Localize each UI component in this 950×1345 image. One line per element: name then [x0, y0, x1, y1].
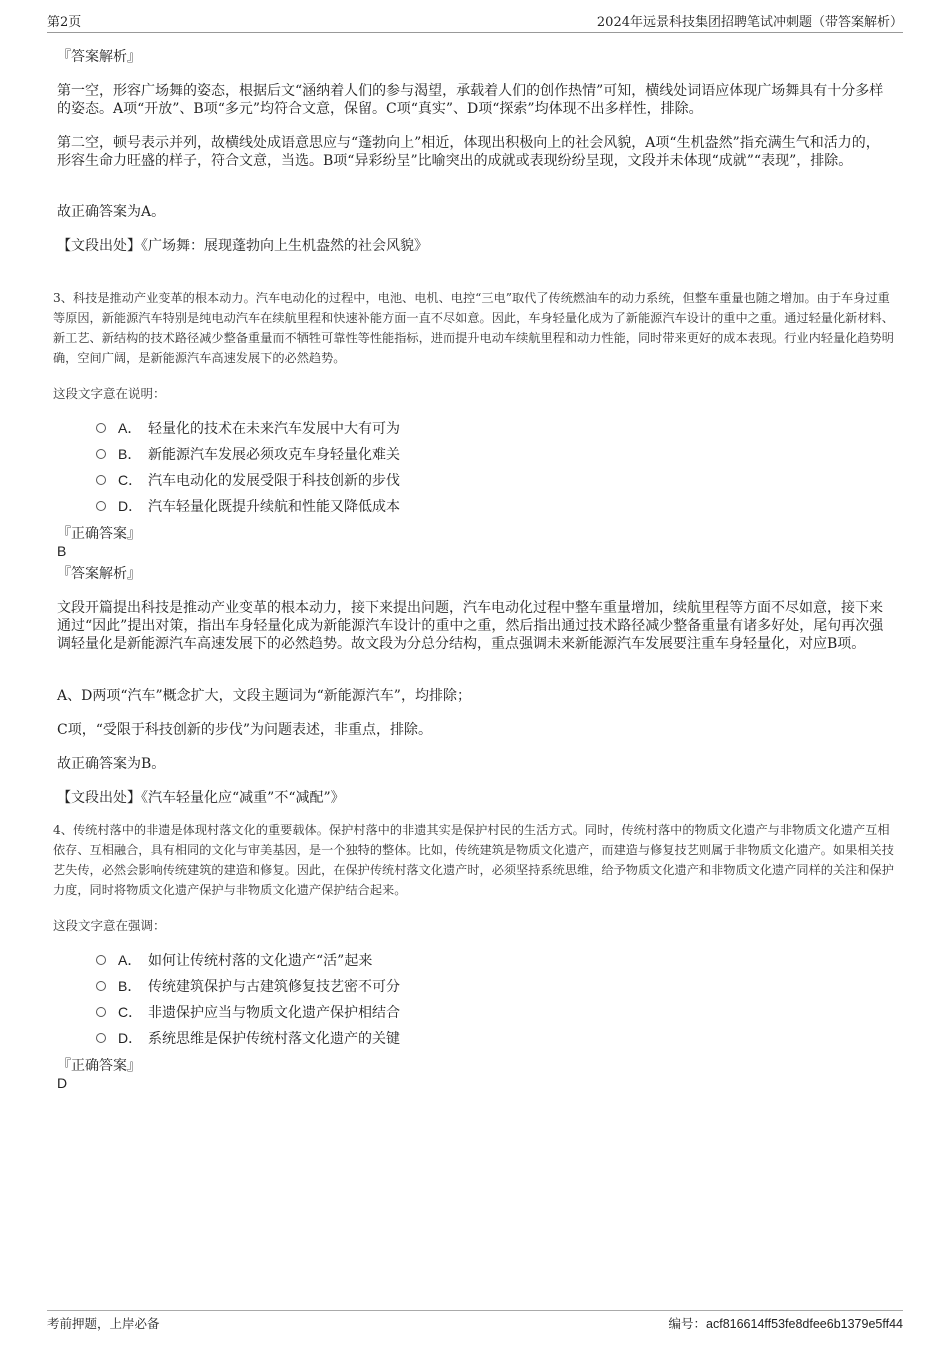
q4-option-b[interactable]: B． 传统建筑保护与古建筑修复技艺密不可分 [96, 977, 400, 996]
q4-option-c[interactable]: C． 非遗保护应当与物质文化遗产保护相结合 [96, 1003, 400, 1022]
q3-stem: 3、科技是推动产业变革的根本动力。汽车电动化的过程中，电池、电机、电控“三电”取代了传统燃油车的动力系统，但整车重量也随之增加。由于车身过重等原因，新能源汽车特别是纯电动汽车在续航里程和快速补能方面一直不尽如意。因此，车身轻量化成为了新能源汽车设计的重中之重。通过轻量化新材料、新工艺、新结构的技术路径减少整备重量而不牺牲可靠性等性能指标，进而提升电动车续航里程和动力性能，同时带来更好的成本表现。行业内轻量化趋势明确，空间广阔，是新能源汽车高速发展下的必然趋势。 [53, 291, 894, 365]
q3-analysis-label: 『答案解析』 [57, 566, 141, 582]
q4-answer: D [57, 1075, 68, 1091]
q4-prompt: 这段文字意在强调： [53, 918, 166, 933]
q3-option-c[interactable]: C． 汽车电动化的发展受限于科技创新的步伐 [96, 471, 400, 490]
q3-analysis-p4: 故正确答案为B。 [57, 756, 166, 772]
q3-prompt: 这段文字意在说明： [53, 386, 166, 401]
q2-analysis-p3: 故正确答案为A。 [57, 204, 166, 220]
q4-stem: 4、传统村落中的非遗是体现村落文化的重要载体。保护村落中的非遗其实是保护村民的生活方式。同时，传统村落中的物质文化遗产与非物质文化遗产互相依存、互相融合，具有相同的文化与审美基因，是一个独特的整体。比如，传统建筑是物质文化遗产，而建造与修复技艺则属于非物质文化遗产。如果相关技艺失传，必然会影响传统建筑的建造和修复。因此，在保护传统村落文化遗产时，必须坚持系统思维，给予物质文化遗产和非物质文化遗产同样的关注和保护力度，同时将物质文化遗产保护与非物质文化遗产保护结合起来。 [53, 823, 894, 897]
radio-icon[interactable] [96, 1007, 106, 1017]
radio-icon[interactable] [96, 955, 106, 965]
q2-analysis-label: 『答案解析』 [57, 49, 141, 65]
page-header [47, 14, 903, 33]
q3-answer-label: 『正确答案』 [57, 526, 141, 542]
q3-option-b[interactable]: B． 新能源汽车发展必须攻克车身轻量化难关 [96, 445, 400, 464]
q3-analysis-p1: 文段开篇提出科技是推动产业变革的根本动力，接下来提出问题，汽车电动化过程中整车重量增加，续航里程等方面不尽如意，接下来通过“因此”提出对策，指出车身轻量化成为新能源汽车设计的重中之重，然后指出通过技术路径减少整备重量有诸多好处，尾句再次强调轻量化是新能源汽车高速发展下的必然趋势。故文段为分总分结构，重点强调未来新能源汽车发展要注重车身轻量化，对应B项。 [57, 600, 884, 652]
page-footer [47, 1310, 903, 1332]
q3-analysis-p2: A、D两项“汽车”概念扩大，文段主题词为“新能源汽车”，均排除； [57, 688, 471, 704]
q3-analysis-p3: C项，“受限于科技创新的步伐”为问题表述，非重点，排除。 [57, 722, 433, 738]
q3-answer: B [57, 543, 67, 559]
q3-option-d[interactable]: D． 汽车轻量化既提升续航和性能又降低成本 [96, 497, 400, 516]
q2-analysis-p2: 第二空，顿号表示并列，故横线处成语意思应与“蓬勃向上”相近，体现出积极向上的社会风貌，A项“生机盎然”指充满生气和活力的，形容生命力旺盛的样子，符合文意，当选。B项“异彩纷呈”比喻突出的成就或表现纷纷呈现，文段并未体现“成就”“表现”，排除。 [57, 135, 880, 169]
q3-source: 【文段出处】《汽车轻量化应“减重”不“减配”》 [57, 790, 345, 806]
q3-option-a[interactable]: A． 轻量化的技术在未来汽车发展中大有可为 [96, 419, 400, 438]
document-title: 2024年远景科技集团招聘笔试冲刺题（带答案解析） [596, 15, 903, 30]
footer-slogan: 考前押题，上岸必备 [47, 1316, 160, 1331]
q2-analysis-p1: 第一空，形容广场舞的姿态，根据后文“涵纳着人们的参与渴望，承载着人们的创作热情”可知，横线处词语应体现广场舞具有十分多样的姿态。A项“开放”、B项“多元”均符合文意，保留。C项“真实”、D项“探索”均体现不出多样性，排除。 [57, 83, 884, 117]
q4-option-a[interactable]: A． 如何让传统村落的文化遗产“活”起来 [96, 951, 372, 970]
q2-source: 【文段出处】《广场舞：展现蓬勃向上生机盎然的社会风貌》 [57, 238, 428, 254]
document-id: 编号：acf816614ff53fe8dfee6b1379e5ff44 [668, 1317, 903, 1331]
radio-icon[interactable] [96, 475, 106, 485]
page-number: 第2页 [47, 15, 82, 30]
q4-answer-label: 『正确答案』 [57, 1058, 141, 1074]
radio-icon[interactable] [96, 981, 106, 991]
radio-icon[interactable] [96, 1033, 106, 1043]
radio-icon[interactable] [96, 449, 106, 459]
radio-icon[interactable] [96, 423, 106, 433]
q4-option-d[interactable]: D． 系统思维是保护传统村落文化遗产的关键 [96, 1029, 400, 1048]
radio-icon[interactable] [96, 501, 106, 511]
